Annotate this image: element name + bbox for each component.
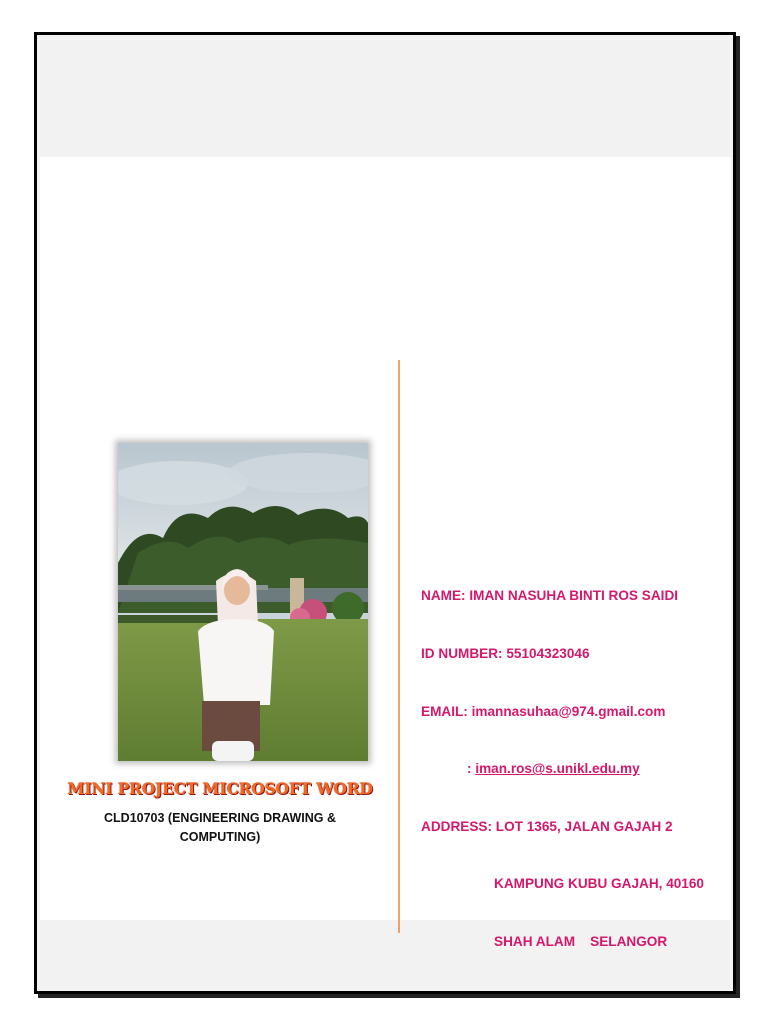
email-primary: imannasuhaa@974.gmail.com [471, 703, 666, 719]
course-code: CLD10703 (ENGINEERING DRAWING & COMPUTING) [104, 811, 336, 844]
address-value-3: SHAH ALAM SELANGOR [494, 934, 668, 950]
id-label: ID NUMBER: [421, 646, 503, 662]
email-separator: : [467, 761, 472, 777]
id-value: 55104323046 [506, 646, 590, 662]
address-line-1 [421, 817, 704, 836]
address-value-2: KAMPUNG KUBU GAJAH, 40160 [494, 876, 704, 892]
address-line-3 [421, 932, 704, 951]
page-frame [34, 32, 736, 994]
vertical-divider [398, 360, 400, 933]
address-value-1: LOT 1365, JALAN GAJAH 2 [495, 818, 673, 834]
student-photo [118, 443, 368, 761]
email-secondary-line [421, 759, 704, 778]
email-label: EMAIL: [421, 703, 468, 719]
student-info [421, 548, 704, 990]
page-content [40, 157, 731, 950]
photo-illustration [118, 443, 368, 761]
name-line [421, 586, 704, 605]
name-label: NAME: [421, 588, 466, 604]
name-value: IMAN NASUHA BINTI ROS SAIDI [469, 588, 679, 604]
address-line-2 [421, 874, 704, 893]
email-secondary-link[interactable]: iman.ros@s.unikl.edu.my [475, 761, 640, 777]
document-title: MINI PROJECT MICROSOFT WORD [67, 779, 373, 798]
id-line [421, 644, 704, 663]
email-line [421, 702, 704, 721]
address-label: ADDRESS: [421, 818, 492, 834]
